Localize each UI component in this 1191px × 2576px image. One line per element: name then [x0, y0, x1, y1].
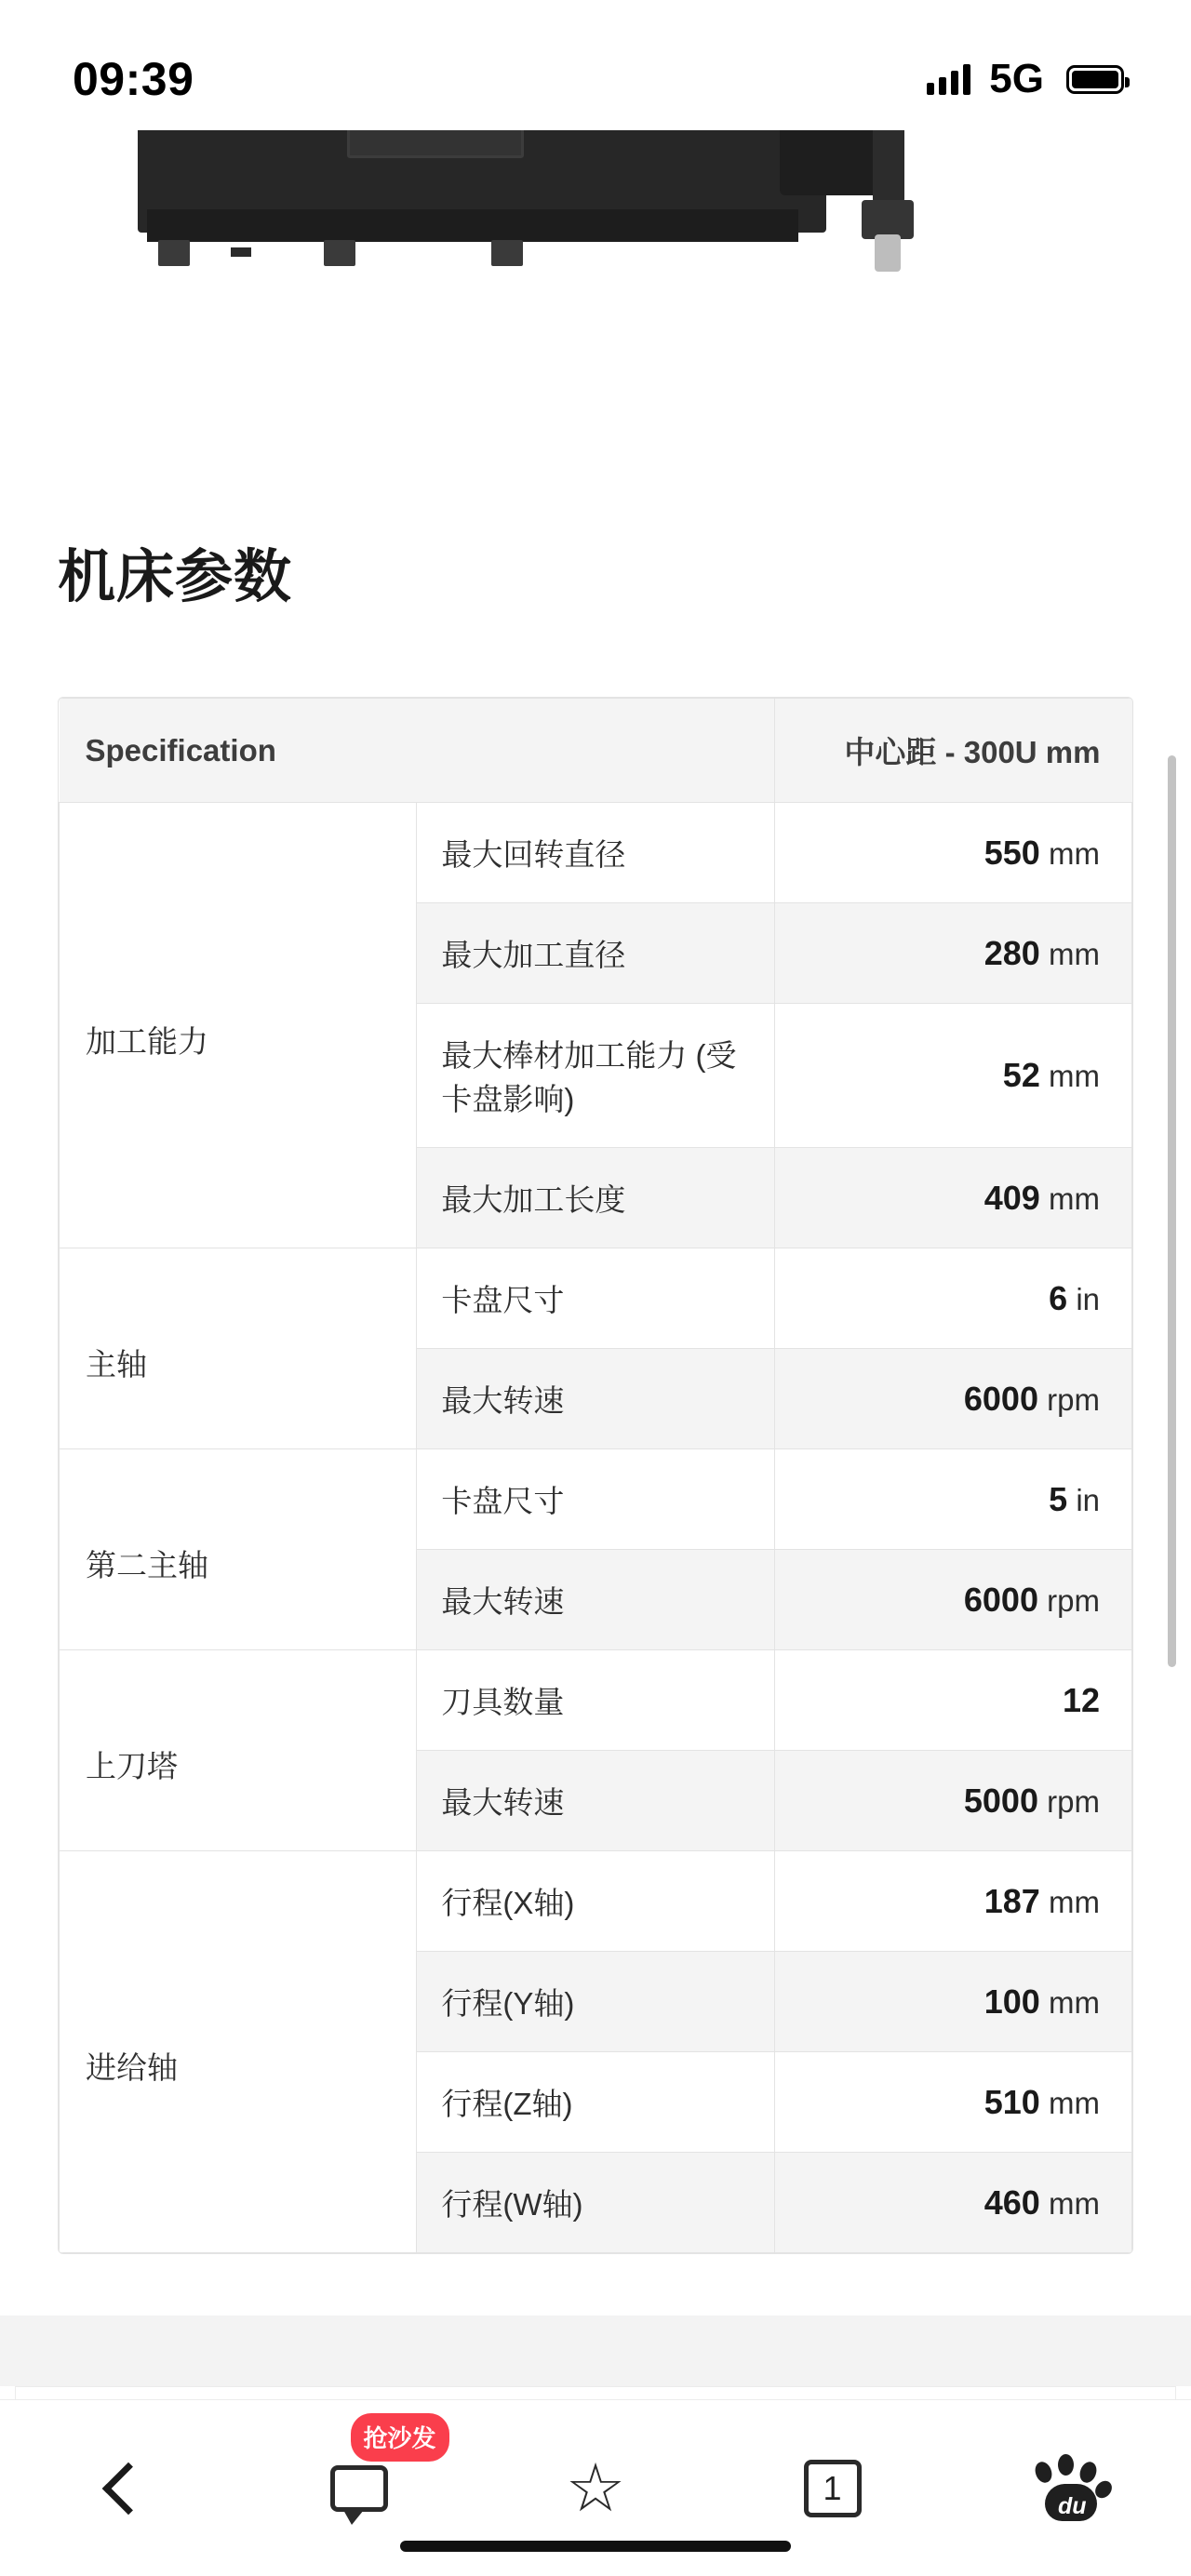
baidu-paw-icon: [1030, 2452, 1108, 2525]
baidu-brand-text: du: [1058, 2492, 1087, 2519]
spec-value-number: 100: [984, 1982, 1040, 2021]
spec-table-head: [60, 699, 1132, 803]
spec-value-number: 460: [984, 2182, 1040, 2222]
spec-label: 行程(W轴): [417, 2153, 774, 2253]
spec-value-unit: mm: [1049, 1059, 1100, 1093]
spec-label: 最大回转直径: [417, 803, 774, 903]
table-row: [60, 1248, 1132, 1349]
spec-value: [774, 1550, 1131, 1650]
spec-value: [774, 1851, 1131, 1952]
table-row: [60, 1851, 1132, 1952]
home-indicator: [400, 2541, 791, 2552]
header-center-distance: 中心距 - 300U mm: [774, 699, 1131, 803]
spec-value: [774, 2052, 1131, 2153]
page-scrollbar[interactable]: [1168, 755, 1176, 1667]
comment-badge: 抢沙发: [351, 2413, 449, 2462]
spec-value-unit: mm: [1049, 835, 1100, 871]
spec-value: [774, 1349, 1131, 1449]
spec-value-number: 409: [984, 1178, 1040, 1217]
spec-group-label: 加工能力: [60, 803, 417, 1248]
spec-label: 最大加工直径: [417, 903, 774, 1004]
spec-value: [774, 803, 1131, 903]
table-row: [60, 803, 1132, 903]
spec-table-container: [58, 697, 1133, 2254]
status-time: 09:39: [73, 53, 194, 105]
spec-value: [774, 1751, 1131, 1851]
spec-value: [774, 1148, 1131, 1248]
network-type-label: 5G: [989, 56, 1044, 101]
status-bar: [0, 0, 1191, 130]
spec-label: 最大加工长度: [417, 1148, 774, 1248]
spec-value-number: 6000: [963, 1379, 1038, 1418]
header-specification: Specification: [60, 699, 775, 803]
spec-value-number: 550: [984, 833, 1040, 872]
spec-label: 行程(Z轴): [417, 2052, 774, 2153]
spec-value-number: 5000: [963, 1781, 1038, 1820]
spec-label: 最大转速: [417, 1550, 774, 1650]
machine-photo: [0, 130, 1191, 474]
battery-full-icon: [1066, 65, 1124, 94]
back-button[interactable]: [71, 2437, 173, 2540]
machine-base: [147, 209, 798, 242]
spec-value-unit: mm: [1049, 936, 1100, 971]
signal-bars-icon: [927, 63, 970, 95]
spec-value: [774, 903, 1131, 1004]
section-divider: [0, 2316, 1191, 2386]
spec-value-unit: rpm: [1047, 1582, 1100, 1618]
spec-value-number: 52: [1002, 1056, 1040, 1094]
spec-value-unit: rpm: [1047, 1783, 1100, 1819]
table-row: [60, 1650, 1132, 1751]
machine-foot: [158, 240, 190, 266]
machine-foot-detail: [231, 247, 251, 257]
comment-button[interactable]: [308, 2423, 436, 2540]
spec-value-unit: in: [1076, 1482, 1100, 1517]
spec-value-number: 187: [984, 1881, 1040, 1920]
machine-panel: [347, 130, 524, 158]
spec-value-unit: rpm: [1047, 1381, 1100, 1417]
spec-group-label: 第二主轴: [60, 1449, 417, 1650]
spec-value: [774, 1449, 1131, 1550]
spec-label: 刀具数量: [417, 1650, 774, 1751]
spec-value-number: 6000: [963, 1580, 1038, 1619]
tabs-button[interactable]: [782, 2437, 884, 2540]
spec-label: 卡盘尺寸: [417, 1449, 774, 1550]
table-header-row: [60, 699, 1132, 803]
spec-group-label: 进给轴: [60, 1851, 417, 2253]
spec-group-label: 上刀塔: [60, 1650, 417, 1851]
spec-value-unit: mm: [1049, 1984, 1100, 2020]
spec-value-number: 510: [984, 2082, 1040, 2121]
page-title: 机床参数: [58, 545, 293, 609]
spec-value: [774, 1650, 1131, 1751]
spec-value-unit: mm: [1049, 1181, 1100, 1216]
table-row: [60, 1449, 1132, 1550]
spec-value-unit: mm: [1049, 2185, 1100, 2221]
spec-label: 行程(Y轴): [417, 1952, 774, 2052]
comment-bubble-icon: [330, 2465, 388, 2512]
spec-value-unit: in: [1076, 1281, 1100, 1316]
spec-label: 最大棒材加工能力 (受卡盘影响): [417, 1004, 774, 1148]
machine-foot: [491, 240, 523, 266]
machine-arm: [873, 130, 904, 205]
spec-value-unit: mm: [1049, 2085, 1100, 2120]
machine-foot: [324, 240, 355, 266]
spec-value: [774, 2153, 1131, 2253]
spec-value-number: 280: [984, 933, 1040, 972]
baidu-home-button[interactable]: [1018, 2437, 1120, 2540]
spec-value-number: 12: [1062, 1680, 1100, 1719]
spec-value: [774, 1952, 1131, 2052]
favorite-button[interactable]: [544, 2437, 647, 2540]
machine-arm-tip: [862, 200, 914, 239]
status-indicators: [927, 56, 1124, 102]
spec-label: 行程(X轴): [417, 1851, 774, 1952]
spec-group-label: 主轴: [60, 1248, 417, 1449]
tab-count-icon: [804, 2460, 862, 2517]
spec-label: 最大转速: [417, 1349, 774, 1449]
spec-label: 最大转速: [417, 1751, 774, 1851]
star-icon: ☆: [565, 2450, 626, 2526]
spec-value-unit: mm: [1049, 1884, 1100, 1919]
spec-label: 卡盘尺寸: [417, 1248, 774, 1349]
spec-table: [59, 698, 1132, 2253]
machine-arm-end: [875, 234, 901, 272]
spec-value-number: 5: [1049, 1479, 1068, 1518]
spec-value: [774, 1248, 1131, 1349]
tab-count-label: 1: [823, 2468, 842, 2507]
back-chevron-icon: [102, 2462, 155, 2515]
spec-value: [774, 1004, 1131, 1148]
spec-table-body: [60, 803, 1132, 2253]
spec-value-number: 6: [1049, 1278, 1068, 1317]
machine-illustration: [138, 130, 919, 307]
